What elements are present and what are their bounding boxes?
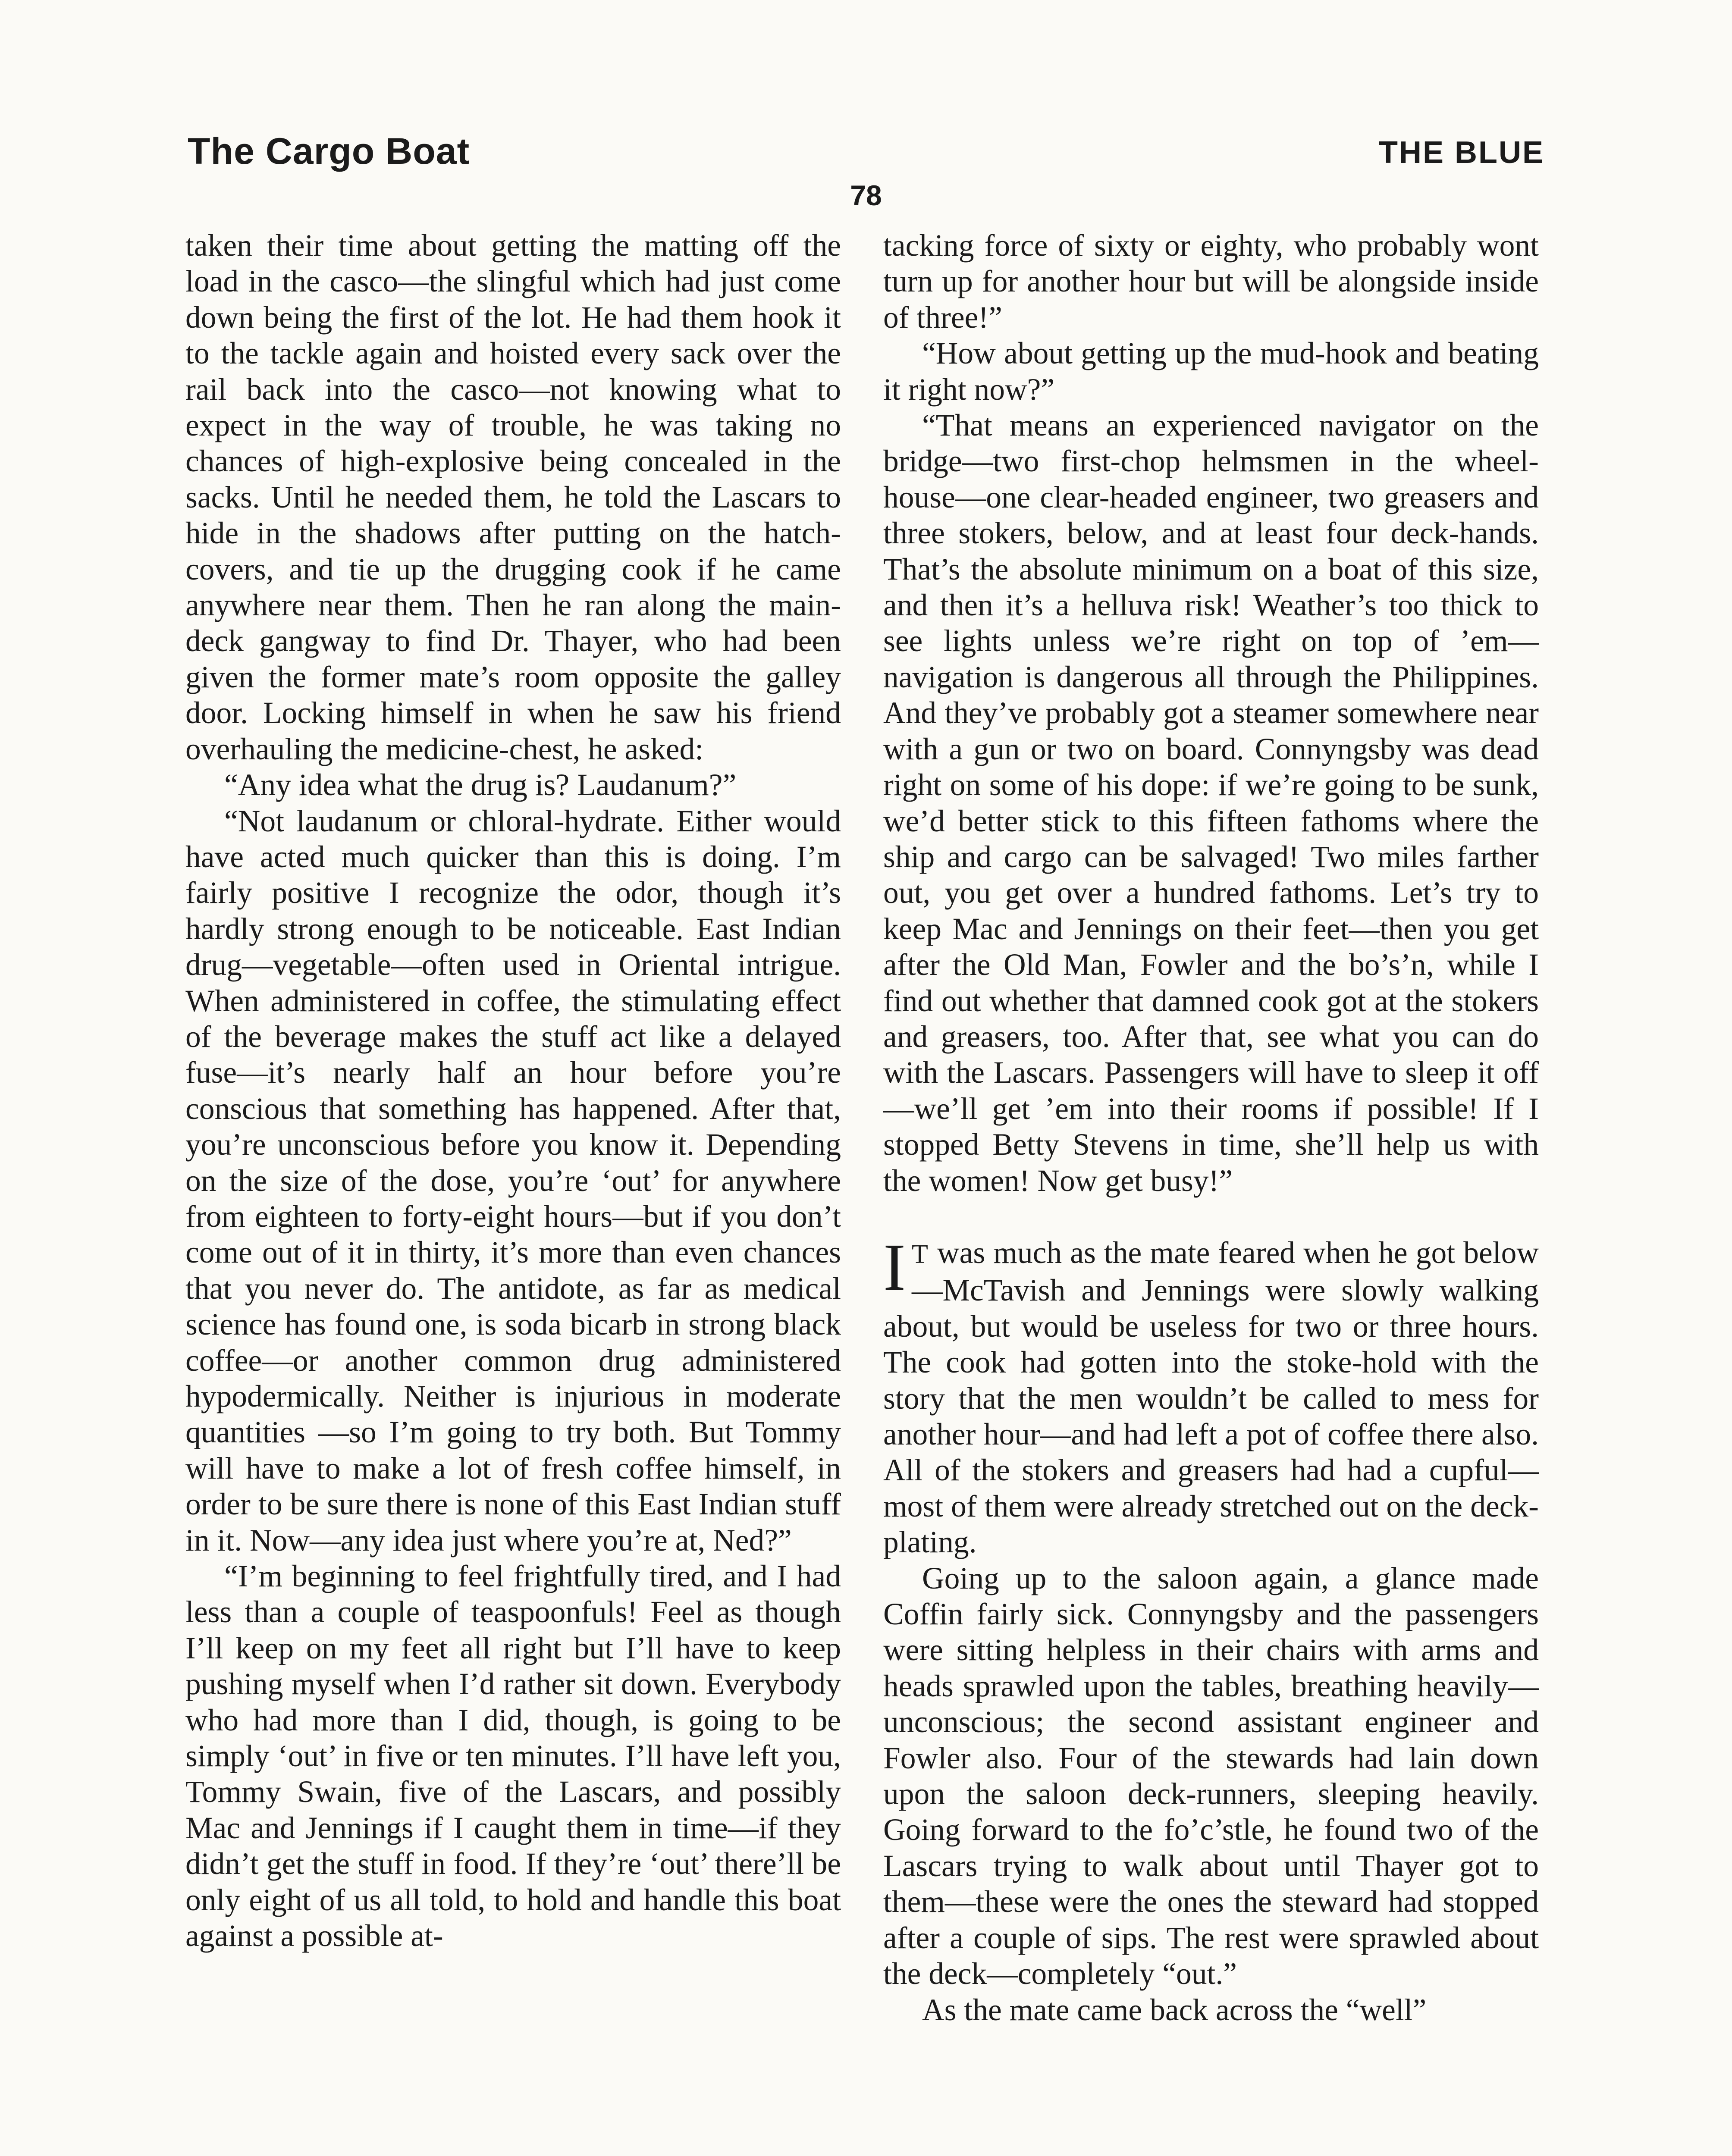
opening-text: was much as the mate feared when he got below—McTavish and Jennings were slowly walking about, but would be useless for two or three hours. The cook had gotten into the stoke-hold with the story that the men wouldn’t be called to mess for another hour—and had left a pot of coffee there also. All of the stokers and greasers had had a cupful—most of them were already stretched out on the deck-plating. — [883, 1235, 1539, 1560]
left-column — [185, 228, 841, 1954]
section-break — [883, 1199, 1539, 1235]
paragraph: As the mate came back across the “well” — [922, 1993, 1427, 2027]
paragraph: taken their time about getting the matting off the load in the casco—the slingful which had just come down being the first of the lot. He had them hook it to the tackle again and hoisted every sack over the rail back into the casco—not knowing what to expect in the way of trouble, he was taking no chances of high-explosive being concealed in the sacks. Until he needed them, he told the Lascars to hide in the shadows after putting on the hatch-covers, and tie up the drugging cook if he came anywhere near them. Then he ran along the main-deck gangway to find Dr. Thayer, who had been given the former mate’s room opposite the galley door. Locking himself in when he saw his friend overhauling the medicine-chest, he asked: — [185, 229, 841, 766]
lead-in: T — [911, 1239, 929, 1269]
magazine-title: THE BLUE — [1379, 135, 1544, 170]
right-column — [883, 228, 1539, 2028]
paragraph: “I’m beginning to feel frightfully tired, and I had less than a couple of teaspoonfuls! Feel as though I’ll keep on my feet all right but I’ll have to keep pushing myself when I’d rather sit down. Everybody who had more than I did, though, is going to be simply ‘out’ in five or ten minutes. I’ll have left you, Tommy Swain, five of the Lascars, and possibly Mac and Jennings if I caught them in time—if they didn’t get the stuff in food. If they’re ‘out’ there’ll be only eight of us all told, to hold and handle this boat against a possible at- — [185, 1559, 841, 1953]
paragraph: tacking force of sixty or eighty, who probably wont turn up for another hour but will be alongside inside of three!” — [883, 229, 1539, 335]
paragraph: “How about getting up the mud-hook and beating it right now?” — [883, 336, 1539, 407]
story-title: The Cargo Boat — [188, 131, 470, 172]
paragraph: Going up to the saloon again, a glance made Coffin fairly sick. Connyngsby and the passengers were sitting helpless in their chairs with arms and heads sprawled upon the tables, breathing heavily—unconscious; the second assistant engineer and Fowler also. Four of the stewards had lain down upon the saloon deck-runners, sleeping heavily. Going forward to the fo’c’stle, he found two of the Lascars trying to walk about until Thayer got to them—these were the ones the steward had stopped after a couple of sips. The rest were sprawled about the deck—completely “out.” — [883, 1561, 1539, 1991]
paragraph: “That means an experienced navigator on the bridge—two first-chop helmsmen in the wheel-house—one clear-headed engineer, two greasers and three stokers, below, and at least four deck-hands. That’s the absolute minimum on a boat of this size, and then it’s a helluva risk! Weather’s too thick to see lights unless we’re right on top of ’em—navigation is dangerous all through the Philippines. And they’ve probably got a steamer somewhere near with a gun or two on board. Connyngsby was dead right on some of his dope: if we’re going to be sunk, we’d better stick to this fifteen fathoms where the ship and cargo can be salvaged! Two miles farther out, you get over a hundred fathoms. Let’s try to keep Mac and Jennings on their feet—then you get after the Old Man, Fowler and the bo’s’n, while I find out whether that damned cook got at the stokers and greasers, too. After that, see what you can do with the Lascars. Passengers will have to sleep it off—we’ll get ’em into their rooms if possible! If I stopped Betty Stevens in time, she’ll help us with the women! Now get busy!” — [883, 408, 1539, 1198]
section-opening-paragraph — [883, 1229, 1539, 1561]
paragraph: “Not laudanum or chloral-hydrate. Either would have acted much quicker than this is doing. I’m fairly positive I recognize the odor, though it’s hardly strong enough to be noticeable. East Indian drug—vegetable—often used in Oriental intrigue. When administered in coffee, the stimulating effect of the beverage makes the stuff act like a delayed fuse—it’s nearly half an hour before you’re conscious that something has happened. After that, you’re unconscious before you know it. Depending on the size of the dose, you’re ‘out’ for anywhere from eighteen to forty-eight hours—but if you don’t come out of it in thirty, it’s more than even chances that you never do. The antidote, as far as medical science has found one, is soda bicarb in strong black coffee—or another common drug administered hypodermically. Neither is injurious in moderate quantities —so I’m going to try both. But Tommy will have to make a lot of fresh coffee himself, in order to be sure there is none of this East Indian stuff in it. Now—any idea just where you’re at, Ned?” — [185, 804, 841, 1557]
page-number: 78 — [850, 179, 882, 211]
drop-cap: I — [883, 1229, 906, 1304]
paragraph: “Any idea what the drug is? Laudanum?” — [224, 768, 737, 802]
